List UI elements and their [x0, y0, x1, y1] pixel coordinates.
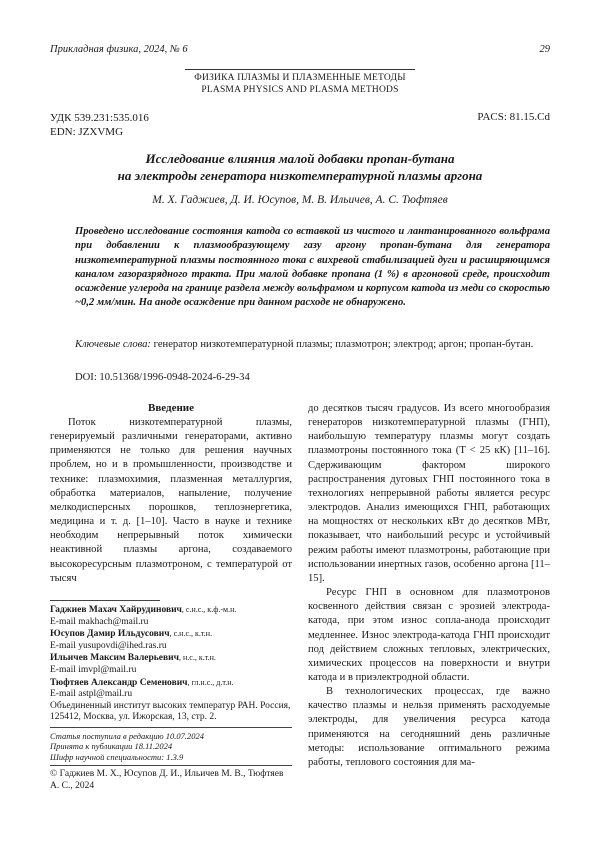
intro-paragraph-3: В технологических процессах, где важно качество плазмы и нельзя применять расходуемые электроды, для увеличения ресурса катода применяются на сегодняшний день различные методы: использование оптимального режима работы, теплового состояния для ма- [308, 686, 550, 768]
author-info [50, 628, 292, 641]
author-email: E-mail yusupovdi@ihed.ras.ru [50, 640, 167, 651]
author-footnote [50, 604, 292, 793]
copyright: © Гаджиев М. Х., Юсупов Д. И., Ильичев М. В., Тюфтяев А. С., 2024 [50, 769, 284, 792]
author-list: М. Х. Гаджиев, Д. И. Юсупов, М. В. Ильичев, А. С. Тюфтяев [152, 194, 448, 206]
received-date: Статья поступила в редакцию 10.07.2024 [50, 730, 205, 741]
right-column [308, 402, 550, 770]
footer-divider [50, 727, 292, 728]
title-line-2: на электроды генератора низкотемпературной плазмы аргона [117, 168, 483, 183]
footnote-rule [50, 600, 160, 601]
intro-paragraph-1-cont: до десятков тысяч градусов. Из всего многообразия генераторов низкотемпературной плазмы (ГНП), наибольшую температуру плазмы могут создать плазмотроны постоянного тока (T < 25 кК) [11–16]. Сдерживающим фактором широкого распространения дуговых ГНП постоянного тока в технологиях непрерывной работы является ресурс электродов. Анализ имеющихся ГНП, работающих на мощностях от нескольких кВт до десятков МВт, показывает, что наибольший ресурс и устойчивый режим работы имеют плазмотроны, работающие при использовании инертных газов, особенно аргона [11–15]. [308, 403, 550, 584]
keywords-text: генератор низкотемпературной плазмы; плазмотрон; электрод; аргон; пропан-бутан. [153, 339, 534, 350]
classification-codes [50, 111, 149, 139]
accepted-date: Принята к публикации 18.11.2024 [50, 741, 173, 752]
author-info [50, 604, 292, 617]
section-header [185, 72, 415, 96]
page-number: 29 [539, 44, 550, 55]
title-line-1: Исследование влияния малой добавки пропан-бутана [145, 151, 455, 166]
pacs-code: PACS: 81.15.Cd [477, 111, 550, 123]
author-info [50, 677, 292, 690]
footer-divider [50, 765, 292, 766]
udk-code: УДК 539.231:535.016 [50, 112, 149, 124]
author-info [50, 652, 292, 665]
journal-name: Прикладная физика, 2024, № 6 [50, 44, 188, 55]
edn-code: EDN: JZXVMG [50, 126, 124, 138]
intro-paragraph-1: Поток низкотемпературной плазмы, генерируемый различными генераторами, активно применяются не только для решения научных проблем, но и в промышленности, производстве и технике: плазмохимия, плазменная металлургия, обработка материалов, напыление, получение мелкодисперсных порошков, теплоэнергетика, медицина и т. д. [1–10]. Часто в науке и технике необходим непрерывный поток химически неактивной плазмы аргона, создаваемого высокоресурсным плазмотроном, с температурой от тысяч [50, 417, 292, 584]
abstract: Проведено исследование состояния катода со вставкой из чистого и лантанированного вольфрама при добавлении к плазмообразующему газу аргону пропан-бутана для генератора низкотемпературной плазмы постоянного тока с вихревой стабилизацией дуги и расширяющимся каналом газоразрядного тракта. При малой добавке пропана (1 %) в аргоновой среде, происходит осаждение углерода на границе раздела между вольфрамом и корпусом катода из меди со скоростью ~0,2 мм/мин. На аноде осаждение при данном расходе не обнаружено. [75, 226, 550, 309]
paper-title [50, 150, 550, 184]
keywords [75, 338, 550, 352]
author-degree: , н.с., к.т.н. [179, 653, 216, 663]
publication-dates [50, 731, 292, 763]
section-title-en: PLASMA PHYSICS AND PLASMA METHODS [201, 85, 399, 95]
author-degree: , с.н.с., к.ф.-м.н. [181, 605, 237, 614]
author-degree: , гл.н.с., д.т.н. [187, 677, 234, 687]
doi: DOI: 10.51368/1996-0948-2024-6-29-34 [75, 372, 250, 383]
left-column [50, 416, 292, 586]
author-email: E-mail makhach@mail.ru [50, 616, 149, 627]
intro-paragraph-2: Ресурс ГНП в основном для плазмотронов косвенного действия связан с эрозией электрода-катода, при этом износ сопла-анода происходит медленнее. Износ электрода-катода ГНП происходит под действием сложных тепловых, электрических, химических процессов на поверхности и внутри катода и в приэлектродной области. [308, 587, 550, 683]
section-rule-top [185, 69, 415, 70]
author-email: E-mail astpl@mail.ru [50, 689, 133, 700]
author-name: Гаджиев Махач Хайрудинович [50, 605, 182, 615]
institution: Объединенный институт высоких температур РАН. Россия, 125412, Москва, ул. Ижорская, 13, стр. 2. [50, 700, 291, 723]
author-name: Ильичев Максим Валерьевич [50, 653, 179, 664]
section-title-ru: ФИЗИКА ПЛАЗМЫ И ПЛАЗМЕННЫЕ МЕТОДЫ [194, 73, 406, 83]
author-name: Тюфтяев Александр Семенович [50, 677, 188, 688]
author-name: Юсупов Дамир Ильдусович [50, 629, 170, 640]
specialty-code: Шифр научной специальности: 1.3.9 [50, 751, 184, 762]
author-degree: , с.н.с., к.т.н. [169, 629, 213, 639]
author-email: E-mail imvpl@mail.ru [50, 664, 137, 675]
keywords-label: Ключевые слова: [75, 339, 151, 350]
section-heading-introduction: Введение [147, 402, 195, 414]
